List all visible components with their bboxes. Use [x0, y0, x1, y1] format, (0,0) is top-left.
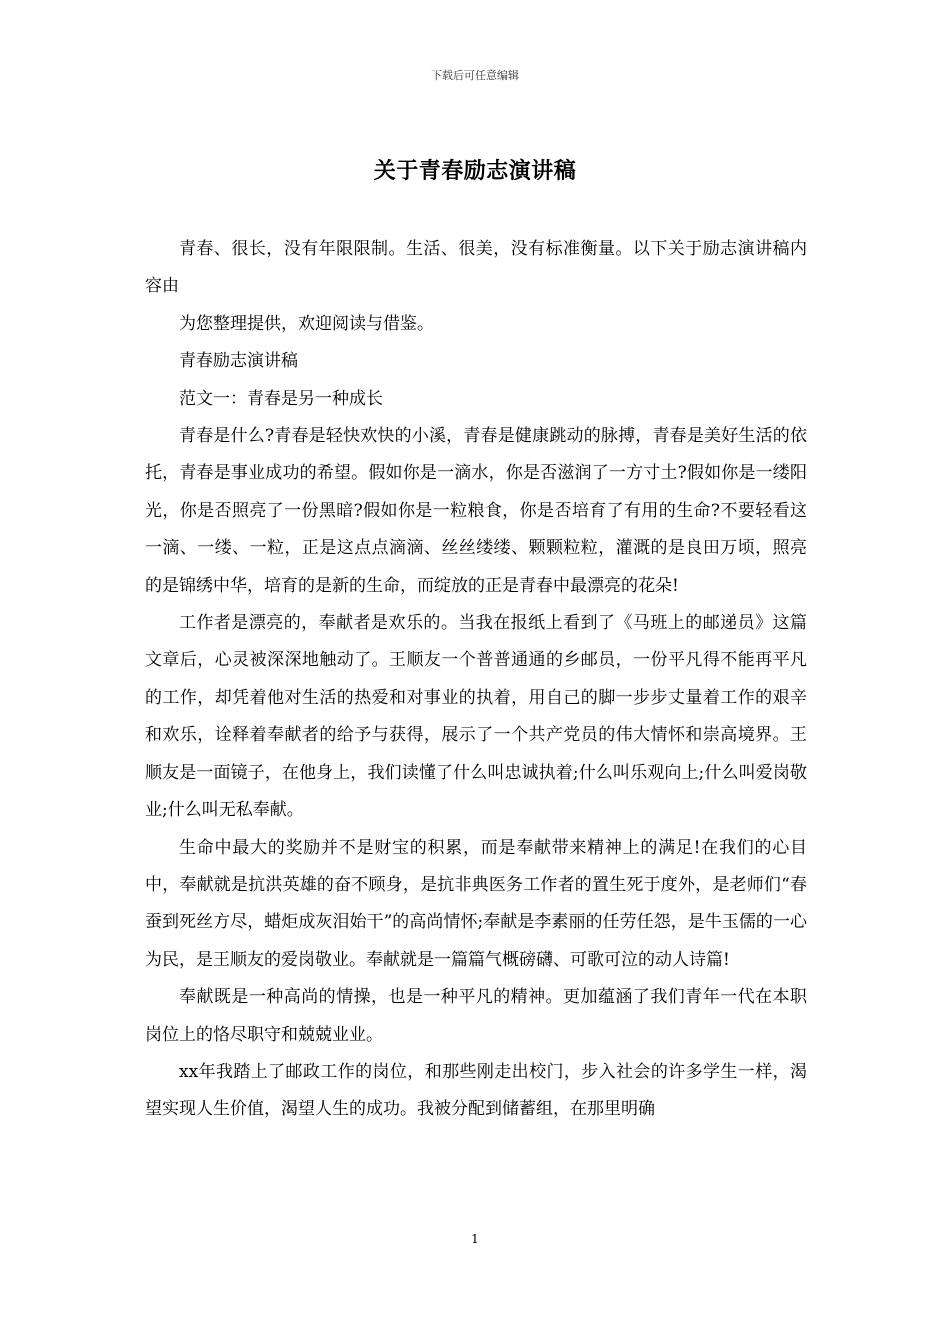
paragraph: xx年我踏上了邮政工作的岗位，和那些刚走出校门，步入社会的许多学生一样，渴望实现人生价值，渴望人生的成功。我被分配到储蓄组，在那里明确: [145, 1061, 807, 1120]
paragraph: 工作者是漂亮的，奉献者是欢乐的。当我在报纸上看到了《马班上的邮递员》这篇文章后，心灵被深深地触动了。王顺友一个普普通通的乡邮员，一份平凡得不能再平凡的工作，却凭着他对生活的热爱和对事业的执着，用自己的脚一步步丈量着工作的艰辛和欢乐，诠释着奉献者的给予与获得，展示了一个共产党员的伟大情怀和崇高境界。王顺友是一面镜子，在他身上，我们读懂了什么叫忠诚执着;什么叫乐观向上;什么叫爱岗敬业;什么叫无私奉献。: [145, 613, 807, 821]
document-body: [145, 231, 807, 1129]
paragraph: 生命中最大的奖励并不是财宝的积累，而是奉献带来精神上的满足!在我们的心目中，奉献就是抗洪英雄的奋不顾身，是抗非典医务工作者的置生死于度外，是老师们“春蚕到死丝方尽，蜡炬成灰泪始干”的高尚情怀;奉献是李素丽的任劳任怨，是牛玉儒的一心为民，是王顺友的爱岗敬业。奉献就是一篇篇气概磅礴、可歌可泣的动人诗篇!: [145, 837, 807, 970]
paragraph: 奉献既是一种高尚的情操，也是一种平凡的精神。更加蕴涵了我们青年一代在本职岗位上的恪尽职守和兢兢业业。: [145, 987, 807, 1045]
header-note: 下载后可任意编辑: [431, 69, 519, 82]
page-number: 1: [471, 1232, 479, 1246]
paragraph: 青春是什么?青春是轻快欢快的小溪，青春是健康跳动的脉搏，青春是美好生活的依托，青春是事业成功的希望。假如你是一滴水，你是否滋润了一方寸土?假如你是一缕阳光，你是否照亮了一份黑暗?假如你是一粒粮食，你是否培育了有用的生命?不要轻看这一滴、一缕、一粒，正是这点点滴滴、丝丝缕缕、颗颗粒粒，灌溉的是良田万顷，照亮的是锦绣中华，培育的是新的生命，而绽放的正是青春中最漂亮的花朵!: [145, 426, 807, 596]
paragraph-intro: 青春、很长，没有年限限制。生活、很美，没有标准衡量。以下关于励志演讲稿内容由: [145, 239, 807, 297]
paragraph-intro-continued: 为您整理提供，欢迎阅读与借鉴。: [179, 313, 434, 334]
sample-title: 范文一：青春是另一种成长: [179, 388, 383, 409]
section-heading: 青春励志演讲稿: [179, 351, 298, 372]
document-title: 关于青春励志演讲稿: [373, 158, 577, 184]
